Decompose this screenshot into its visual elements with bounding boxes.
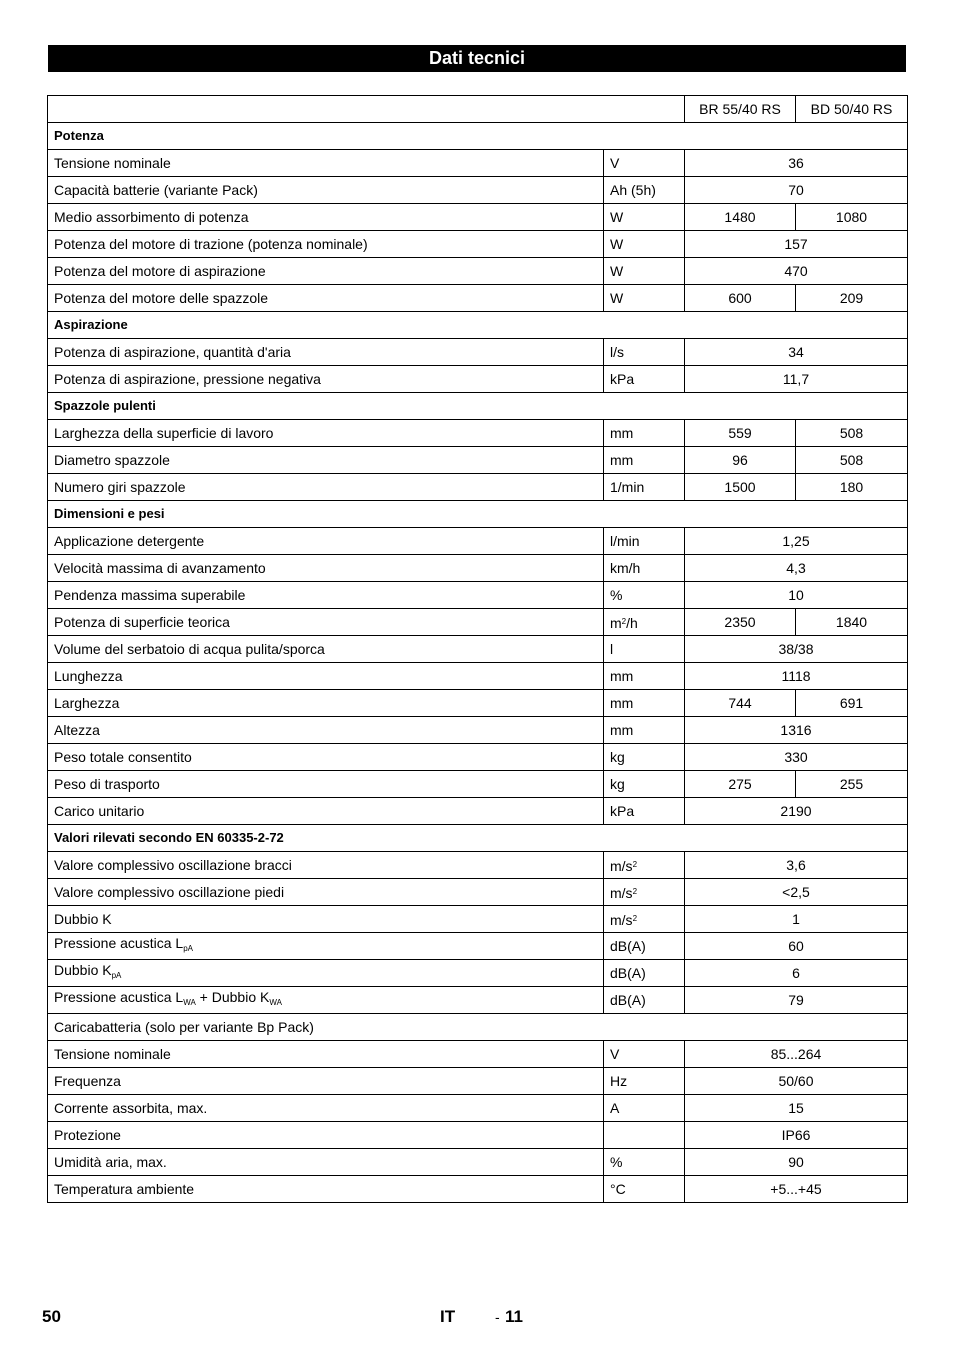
table-row — [48, 852, 908, 879]
row-value-br: 96 — [685, 447, 796, 474]
row-unit: A — [604, 1095, 685, 1122]
row-value: 6 — [685, 960, 908, 987]
row-value: 85...264 — [685, 1041, 908, 1068]
row-value-bd: 1080 — [796, 204, 908, 231]
section-potenza: Potenza — [48, 123, 908, 150]
section-row — [48, 825, 908, 852]
row-label: Temperatura ambiente — [48, 1176, 604, 1203]
table-row — [48, 663, 908, 690]
row-label: Diametro spazzole — [48, 447, 604, 474]
page-title: Dati tecnici — [48, 45, 906, 72]
row-unit: kg — [604, 771, 685, 798]
row-label: Capacità batterie (variante Pack) — [48, 177, 604, 204]
row-label: Velocità massima di avanzamento — [48, 555, 604, 582]
table-row — [48, 528, 908, 555]
label-subscript: pA — [183, 944, 193, 953]
row-value-bd: 255 — [796, 771, 908, 798]
row-value: 2190 — [685, 798, 908, 825]
row-value-bd: 180 — [796, 474, 908, 501]
row-value: IP66 — [685, 1122, 908, 1149]
table-row — [48, 1122, 908, 1149]
unit-base: m — [610, 614, 622, 631]
row-value-br: 1500 — [685, 474, 796, 501]
row-unit: dB(A) — [604, 987, 685, 1014]
section-aspirazione: Aspirazione — [48, 312, 908, 339]
row-label: Altezza — [48, 717, 604, 744]
table-row — [48, 1095, 908, 1122]
table-row — [48, 933, 908, 960]
unit-tail: /h — [626, 614, 638, 631]
row-label: Applicazione detergente — [48, 528, 604, 555]
row-value: <2,5 — [685, 879, 908, 906]
row-value: 1 — [685, 906, 908, 933]
row-label: Volume del serbatoio di acqua pulita/sporca — [48, 636, 604, 663]
table-row — [48, 1041, 908, 1068]
row-unit: dB(A) — [604, 960, 685, 987]
table-row — [48, 204, 908, 231]
row-value: 60 — [685, 933, 908, 960]
section-row — [48, 123, 908, 150]
row-unit: mm — [604, 447, 685, 474]
table-row — [48, 258, 908, 285]
section-valori: Valori rilevati secondo EN 60335-2-72 — [48, 825, 908, 852]
row-unit: W — [604, 285, 685, 312]
row-unit: dB(A) — [604, 933, 685, 960]
row-label: Potenza di superficie teorica — [48, 609, 604, 636]
table-row — [48, 636, 908, 663]
row-label: Pendenza massima superabile — [48, 582, 604, 609]
row-value-bd: 508 — [796, 420, 908, 447]
row-value-br: 600 — [685, 285, 796, 312]
row-label: Corrente assorbita, max. — [48, 1095, 604, 1122]
row-unit: l/min — [604, 528, 685, 555]
section-dimensioni: Dimensioni e pesi — [48, 501, 908, 528]
table-row — [48, 231, 908, 258]
header-model-br: BR 55/40 RS — [685, 96, 796, 123]
unit-base: m/s — [610, 884, 633, 901]
label-mid: + Dubbio K — [195, 989, 270, 1005]
section-caricabatteria: Caricabatteria (solo per variante Bp Pack) — [48, 1014, 908, 1041]
row-label: Peso totale consentito — [48, 744, 604, 771]
row-label: Peso di trasporto — [48, 771, 604, 798]
row-label: Potenza del motore di trazione (potenza nominale) — [48, 231, 604, 258]
section-row — [48, 1014, 908, 1041]
row-label: Medio assorbimento di potenza — [48, 204, 604, 231]
row-unit — [604, 609, 685, 636]
row-value: +5...+45 — [685, 1176, 908, 1203]
unit-base: m/s — [610, 857, 633, 874]
row-label: Potenza di aspirazione, quantità d'aria — [48, 339, 604, 366]
row-unit: kPa — [604, 366, 685, 393]
row-unit: 1/min — [604, 474, 685, 501]
row-unit: Hz — [604, 1068, 685, 1095]
row-unit: l — [604, 636, 685, 663]
row-value: 157 — [685, 231, 908, 258]
label-base: Pressione acustica L — [54, 935, 184, 951]
row-label — [48, 933, 604, 960]
row-unit: W — [604, 204, 685, 231]
table-row — [48, 447, 908, 474]
header-model-bd: BD 50/40 RS — [796, 96, 908, 123]
table-row — [48, 474, 908, 501]
row-unit: l/s — [604, 339, 685, 366]
row-unit — [604, 879, 685, 906]
row-value: 34 — [685, 339, 908, 366]
row-label: Valore complessivo oscillazione bracci — [48, 852, 604, 879]
row-unit: V — [604, 1041, 685, 1068]
table-row — [48, 582, 908, 609]
table-row — [48, 1149, 908, 1176]
row-unit: km/h — [604, 555, 685, 582]
row-label: Larghezza — [48, 690, 604, 717]
label-base: Pressione acustica L — [54, 989, 184, 1005]
unit-base: m/s — [610, 911, 633, 928]
unit-superscript: 2 — [632, 886, 638, 896]
row-value: 4,3 — [685, 555, 908, 582]
row-value-br: 1480 — [685, 204, 796, 231]
row-label: Potenza del motore di aspirazione — [48, 258, 604, 285]
row-label: Tensione nominale — [48, 1041, 604, 1068]
row-label: Protezione — [48, 1122, 604, 1149]
row-label: Numero giri spazzole — [48, 474, 604, 501]
row-unit: °C — [604, 1176, 685, 1203]
row-unit: kg — [604, 744, 685, 771]
row-value: 36 — [685, 150, 908, 177]
unit-superscript: 2 — [621, 616, 627, 626]
language-code: IT — [440, 1307, 456, 1326]
row-label: Larghezza della superficie di lavoro — [48, 420, 604, 447]
row-value-br: 559 — [685, 420, 796, 447]
row-value-bd: 209 — [796, 285, 908, 312]
row-value-bd: 691 — [796, 690, 908, 717]
row-value: 15 — [685, 1095, 908, 1122]
table-row — [48, 987, 908, 1014]
table-row — [48, 717, 908, 744]
row-label: Valore complessivo oscillazione piedi — [48, 879, 604, 906]
row-unit: kPa — [604, 798, 685, 825]
row-value: 79 — [685, 987, 908, 1014]
row-value: 1316 — [685, 717, 908, 744]
row-label: Lunghezza — [48, 663, 604, 690]
table-row — [48, 1176, 908, 1203]
row-unit: % — [604, 582, 685, 609]
table-row — [48, 690, 908, 717]
unit-superscript: 2 — [632, 913, 638, 923]
table-header-row — [48, 96, 908, 123]
row-unit — [604, 852, 685, 879]
row-value: 70 — [685, 177, 908, 204]
row-unit: mm — [604, 420, 685, 447]
row-value-bd: 1840 — [796, 609, 908, 636]
table-row — [48, 879, 908, 906]
row-unit: mm — [604, 690, 685, 717]
row-value: 1118 — [685, 663, 908, 690]
row-unit: Ah (5h) — [604, 177, 685, 204]
row-value-br: 744 — [685, 690, 796, 717]
row-unit: mm — [604, 717, 685, 744]
label-subscript: pA — [111, 971, 122, 980]
label-base: Dubbio K — [54, 962, 112, 978]
row-value-br: 2350 — [685, 609, 796, 636]
row-label — [48, 987, 604, 1014]
row-value: 1,25 — [685, 528, 908, 555]
row-unit: W — [604, 231, 685, 258]
row-label: Frequenza — [48, 1068, 604, 1095]
row-value: 50/60 — [685, 1068, 908, 1095]
table-row — [48, 1068, 908, 1095]
row-unit: V — [604, 150, 685, 177]
table-row — [48, 798, 908, 825]
page-number: 50 — [42, 1307, 61, 1326]
section-page-number: 11 — [505, 1307, 523, 1326]
row-unit: W — [604, 258, 685, 285]
row-unit: mm — [604, 663, 685, 690]
table-row — [48, 609, 908, 636]
table-row — [48, 555, 908, 582]
section-row — [48, 312, 908, 339]
row-value-bd: 508 — [796, 447, 908, 474]
row-unit: % — [604, 1149, 685, 1176]
row-label — [48, 960, 604, 987]
row-value: 90 — [685, 1149, 908, 1176]
section-spazzole: Spazzole pulenti — [48, 393, 908, 420]
table-row — [48, 339, 908, 366]
row-label: Potenza del motore delle spazzole — [48, 285, 604, 312]
section-row — [48, 393, 908, 420]
row-label: Dubbio K — [48, 906, 604, 933]
table-row — [48, 960, 908, 987]
row-unit — [604, 1122, 685, 1149]
label-subscript: WA — [269, 998, 282, 1007]
table-row — [48, 366, 908, 393]
table-row — [48, 177, 908, 204]
table-row — [48, 744, 908, 771]
table-row — [48, 906, 908, 933]
row-value: 10 — [685, 582, 908, 609]
row-value: 470 — [685, 258, 908, 285]
table-row — [48, 420, 908, 447]
row-value-br: 275 — [685, 771, 796, 798]
row-label: Potenza di aspirazione, pressione negativa — [48, 366, 604, 393]
label-subscript: WA — [183, 998, 196, 1007]
row-unit — [604, 906, 685, 933]
table-row — [48, 285, 908, 312]
unit-superscript: 2 — [632, 859, 638, 869]
table-row — [48, 771, 908, 798]
row-label: Tensione nominale — [48, 150, 604, 177]
footer-dash: - — [495, 1309, 500, 1325]
table-row — [48, 150, 908, 177]
row-value: 38/38 — [685, 636, 908, 663]
header-blank-cell — [48, 96, 685, 123]
row-value: 330 — [685, 744, 908, 771]
row-label: Umidità aria, max. — [48, 1149, 604, 1176]
row-value: 3,6 — [685, 852, 908, 879]
technical-data-table — [47, 95, 908, 1203]
section-row — [48, 501, 908, 528]
row-value: 11,7 — [685, 366, 908, 393]
row-label: Carico unitario — [48, 798, 604, 825]
